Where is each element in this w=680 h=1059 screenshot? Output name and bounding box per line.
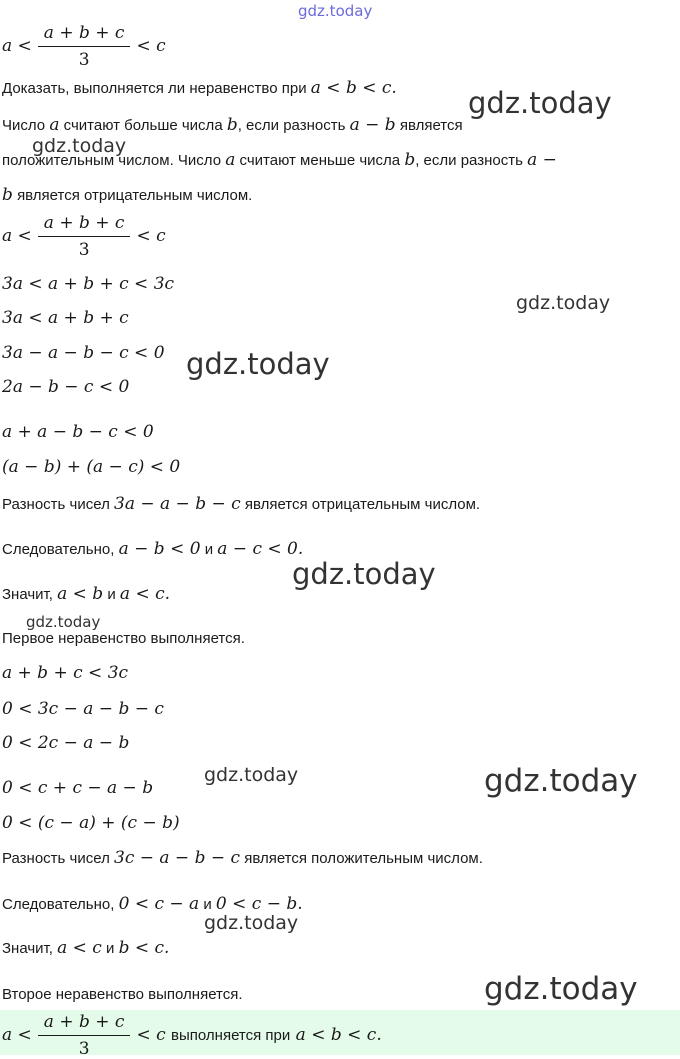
math-line: 0 < (c − a) + (c − b) bbox=[2, 813, 180, 833]
math-line: (a − b) + (a − c) < 0 bbox=[2, 457, 181, 477]
final-answer: a < $\frac{a + b + c}{3}$ < c выполняется при a < b < c. bbox=[2, 1012, 382, 1059]
watermark: gdz.today bbox=[26, 613, 101, 631]
watermark: gdz.today bbox=[204, 912, 299, 934]
difference-statement: Разность чисел 3a − a − b − c является отрицательным числом. bbox=[2, 494, 481, 514]
watermark: gdz.today bbox=[484, 763, 638, 799]
fraction: $\frac{a + b + c}{3}$ bbox=[38, 1012, 131, 1059]
math-line: a + b + c < 3c bbox=[2, 663, 129, 683]
task-statement: Доказать, выполняется ли неравенство при a < b < c. bbox=[2, 78, 397, 98]
difference-statement: Разность чисел 3c − a − b − c является положительным числом. bbox=[2, 848, 483, 868]
watermark: gdz.today bbox=[32, 135, 127, 157]
means-statement: Значит, a < c и b < c. bbox=[2, 938, 170, 958]
watermark: gdz.today bbox=[186, 347, 330, 381]
watermark: gdz.today bbox=[468, 86, 612, 120]
math-line: 3a − a − b − c < 0 bbox=[2, 343, 165, 363]
fraction: $\frac{a + b + c}{3}$ bbox=[38, 213, 131, 260]
math-line: a + a − b − c < 0 bbox=[2, 422, 154, 442]
math-line: 2a − b − c < 0 bbox=[2, 377, 130, 397]
means-statement: Значит, a < b и a < c. bbox=[2, 584, 171, 604]
math-line: 0 < 3c − a − b − c bbox=[2, 699, 164, 719]
watermark: gdz.today bbox=[516, 292, 611, 314]
math-line: 0 < c + c − a − b bbox=[2, 778, 154, 798]
definition-line-2: положительным числом. Число a считают меньше числа b, если разность a − bbox=[2, 150, 557, 170]
watermark: gdz.today bbox=[484, 971, 638, 1007]
watermark-top: gdz.today bbox=[298, 2, 373, 20]
math-line: 0 < 2c − a − b bbox=[2, 733, 130, 753]
task-inequality: a < $\frac{a + b + c}{3}$ < c bbox=[2, 23, 166, 70]
math-line: 3a < a + b + c < 3c bbox=[2, 274, 175, 294]
hence-statement: Следовательно, 0 < c − a и 0 < c − b. bbox=[2, 894, 303, 914]
watermark: gdz.today bbox=[292, 557, 436, 591]
fraction: $\frac{a + b + c}{3}$ bbox=[38, 23, 131, 70]
watermark: gdz.today bbox=[204, 764, 299, 786]
inequality-restated: a < $\frac{a + b + c}{3}$ < c bbox=[2, 213, 166, 260]
hence-statement: Следовательно, a − b < 0 и a − c < 0. bbox=[2, 539, 304, 559]
conclusion-first: Первое неравенство выполняется. bbox=[2, 630, 245, 647]
math-line: 3a < a + b + c bbox=[2, 308, 129, 328]
conclusion-second: Второе неравенство выполняется. bbox=[2, 986, 243, 1003]
definition-line-1: Число a считают больше числа b, если разность a − b является bbox=[2, 115, 463, 135]
definition-line-3: b является отрицательным числом. bbox=[2, 185, 253, 205]
